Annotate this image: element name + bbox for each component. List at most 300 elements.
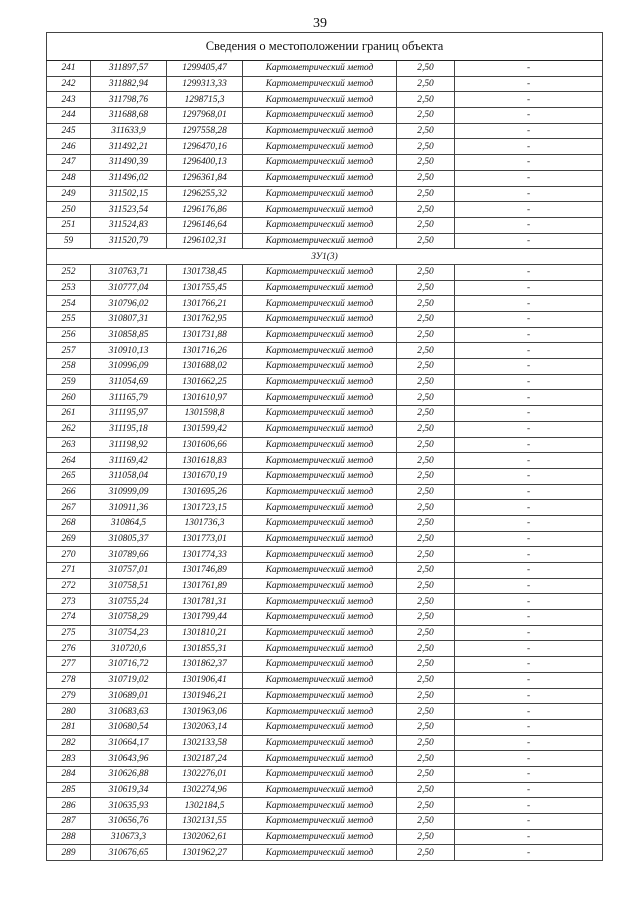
method-cell: Картометрический метод [243, 704, 397, 720]
description-cell: - [455, 170, 603, 186]
description-cell: - [455, 406, 603, 422]
table-row [47, 814, 603, 830]
accuracy-cell: 2,50 [397, 719, 455, 735]
description-cell: - [455, 594, 603, 610]
method-cell: Картометрический метод [243, 343, 397, 359]
y-coordinate-cell: 1301774,33 [167, 547, 243, 563]
y-coordinate-cell: 1301906,41 [167, 672, 243, 688]
table-row [47, 61, 603, 77]
point-number-cell: 242 [47, 76, 91, 92]
table-row [47, 641, 603, 657]
point-number-cell: 243 [47, 92, 91, 108]
point-number-cell: 277 [47, 657, 91, 673]
x-coordinate-cell: 311502,15 [91, 186, 167, 202]
accuracy-cell: 2,50 [397, 563, 455, 579]
table-row [47, 296, 603, 312]
x-coordinate-cell: 310719,02 [91, 672, 167, 688]
accuracy-cell: 2,50 [397, 515, 455, 531]
table-row [47, 468, 603, 484]
table-row [47, 359, 603, 375]
accuracy-cell: 2,50 [397, 359, 455, 375]
y-coordinate-cell: 1301746,89 [167, 563, 243, 579]
y-coordinate-cell: 1297558,28 [167, 123, 243, 139]
method-cell: Картометрический метод [243, 594, 397, 610]
description-cell: - [455, 327, 603, 343]
x-coordinate-cell: 311195,97 [91, 406, 167, 422]
accuracy-cell: 2,50 [397, 814, 455, 830]
table-row [47, 186, 603, 202]
accuracy-cell: 2,50 [397, 296, 455, 312]
accuracy-cell: 2,50 [397, 108, 455, 124]
description-cell: - [455, 531, 603, 547]
description-cell: - [455, 186, 603, 202]
method-cell: Картометрический метод [243, 515, 397, 531]
method-cell: Картометрический метод [243, 123, 397, 139]
x-coordinate-cell: 310789,66 [91, 547, 167, 563]
accuracy-cell: 2,50 [397, 390, 455, 406]
x-coordinate-cell: 311165,79 [91, 390, 167, 406]
y-coordinate-cell: 1301598,8 [167, 406, 243, 422]
method-cell: Картометрический метод [243, 688, 397, 704]
x-coordinate-cell: 311882,94 [91, 76, 167, 92]
description-cell: - [455, 672, 603, 688]
section-row [47, 249, 603, 265]
x-coordinate-cell: 311523,54 [91, 202, 167, 218]
table-row [47, 390, 603, 406]
description-cell: - [455, 61, 603, 77]
point-number-cell: 253 [47, 280, 91, 296]
method-cell: Картометрический метод [243, 453, 397, 469]
table-row [47, 484, 603, 500]
method-cell: Картометрический метод [243, 625, 397, 641]
point-number-cell: 265 [47, 468, 91, 484]
point-number-cell: 270 [47, 547, 91, 563]
x-coordinate-cell: 310999,09 [91, 484, 167, 500]
table-row [47, 563, 603, 579]
x-coordinate-cell: 310720,6 [91, 641, 167, 657]
table-row [47, 233, 603, 249]
description-cell: - [455, 500, 603, 516]
method-cell: Картометрический метод [243, 531, 397, 547]
method-cell: Картометрический метод [243, 845, 397, 861]
y-coordinate-cell: 1301762,95 [167, 312, 243, 328]
y-coordinate-cell: 1301610,97 [167, 390, 243, 406]
x-coordinate-cell: 311198,92 [91, 437, 167, 453]
accuracy-cell: 2,50 [397, 343, 455, 359]
point-number-cell: 248 [47, 170, 91, 186]
point-number-cell: 289 [47, 845, 91, 861]
x-coordinate-cell: 310683,63 [91, 704, 167, 720]
point-number-cell: 251 [47, 217, 91, 233]
y-coordinate-cell: 1302062,61 [167, 829, 243, 845]
description-cell: - [455, 563, 603, 579]
x-coordinate-cell: 310716,72 [91, 657, 167, 673]
accuracy-cell: 2,50 [397, 123, 455, 139]
accuracy-cell: 2,50 [397, 657, 455, 673]
x-coordinate-cell: 310656,76 [91, 814, 167, 830]
table-row [47, 594, 603, 610]
point-number-cell: 272 [47, 578, 91, 594]
y-coordinate-cell: 1296400,13 [167, 155, 243, 171]
description-cell: - [455, 155, 603, 171]
y-coordinate-cell: 1301695,26 [167, 484, 243, 500]
accuracy-cell: 2,50 [397, 578, 455, 594]
method-cell: Картометрический метод [243, 359, 397, 375]
y-coordinate-cell: 1301773,01 [167, 531, 243, 547]
method-cell: Картометрический метод [243, 657, 397, 673]
x-coordinate-cell: 310796,02 [91, 296, 167, 312]
y-coordinate-cell: 1299313,33 [167, 76, 243, 92]
method-cell: Картометрический метод [243, 798, 397, 814]
table-row [47, 76, 603, 92]
method-cell: Картометрический метод [243, 484, 397, 500]
method-cell: Картометрический метод [243, 296, 397, 312]
accuracy-cell: 2,50 [397, 374, 455, 390]
table-row [47, 782, 603, 798]
x-coordinate-cell: 310910,13 [91, 343, 167, 359]
x-coordinate-cell: 311058,04 [91, 468, 167, 484]
point-number-cell: 278 [47, 672, 91, 688]
y-coordinate-cell: 1301766,21 [167, 296, 243, 312]
point-number-cell: 284 [47, 766, 91, 782]
description-cell: - [455, 139, 603, 155]
point-number-cell: 267 [47, 500, 91, 516]
accuracy-cell: 2,50 [397, 170, 455, 186]
y-coordinate-cell: 1301855,31 [167, 641, 243, 657]
table-row [47, 515, 603, 531]
method-cell: Картометрический метод [243, 264, 397, 280]
section-label: ЗУ1(3) [47, 249, 603, 265]
point-number-cell: 269 [47, 531, 91, 547]
y-coordinate-cell: 1301736,3 [167, 515, 243, 531]
y-coordinate-cell: 1296470,16 [167, 139, 243, 155]
description-cell: - [455, 782, 603, 798]
method-cell: Картометрический метод [243, 782, 397, 798]
table-row [47, 123, 603, 139]
method-cell: Картометрический метод [243, 578, 397, 594]
method-cell: Картометрический метод [243, 170, 397, 186]
point-number-cell: 283 [47, 751, 91, 767]
boundary-coordinates-table [46, 32, 603, 861]
method-cell: Картометрический метод [243, 500, 397, 516]
accuracy-cell: 2,50 [397, 829, 455, 845]
method-cell: Картометрический метод [243, 312, 397, 328]
y-coordinate-cell: 1301723,15 [167, 500, 243, 516]
point-number-cell: 268 [47, 515, 91, 531]
method-cell: Картометрический метод [243, 829, 397, 845]
x-coordinate-cell: 310996,09 [91, 359, 167, 375]
table-row [47, 766, 603, 782]
x-coordinate-cell: 310777,04 [91, 280, 167, 296]
x-coordinate-cell: 310643,96 [91, 751, 167, 767]
point-number-cell: 279 [47, 688, 91, 704]
description-cell: - [455, 92, 603, 108]
accuracy-cell: 2,50 [397, 610, 455, 626]
description-cell: - [455, 108, 603, 124]
accuracy-cell: 2,50 [397, 202, 455, 218]
table-row [47, 657, 603, 673]
table-title-row [47, 33, 603, 61]
table-row [47, 829, 603, 845]
description-cell: - [455, 76, 603, 92]
x-coordinate-cell: 311496,02 [91, 170, 167, 186]
x-coordinate-cell: 310673,3 [91, 829, 167, 845]
x-coordinate-cell: 310664,17 [91, 735, 167, 751]
point-number-cell: 264 [47, 453, 91, 469]
accuracy-cell: 2,50 [397, 406, 455, 422]
table-row [47, 688, 603, 704]
accuracy-cell: 2,50 [397, 264, 455, 280]
method-cell: Картометрический метод [243, 108, 397, 124]
description-cell: - [455, 264, 603, 280]
table-row [47, 578, 603, 594]
point-number-cell: 246 [47, 139, 91, 155]
method-cell: Картометрический метод [243, 547, 397, 563]
description-cell: - [455, 437, 603, 453]
y-coordinate-cell: 1301662,25 [167, 374, 243, 390]
x-coordinate-cell: 311633,9 [91, 123, 167, 139]
method-cell: Картометрический метод [243, 233, 397, 249]
description-cell: - [455, 453, 603, 469]
table-body [47, 33, 603, 861]
y-coordinate-cell: 1301862,37 [167, 657, 243, 673]
accuracy-cell: 2,50 [397, 437, 455, 453]
y-coordinate-cell: 1302063,14 [167, 719, 243, 735]
point-number-cell: 263 [47, 437, 91, 453]
description-cell: - [455, 704, 603, 720]
x-coordinate-cell: 310757,01 [91, 563, 167, 579]
table-row [47, 437, 603, 453]
accuracy-cell: 2,50 [397, 76, 455, 92]
accuracy-cell: 2,50 [397, 421, 455, 437]
x-coordinate-cell: 310689,01 [91, 688, 167, 704]
y-coordinate-cell: 1301755,45 [167, 280, 243, 296]
y-coordinate-cell: 1298715,3 [167, 92, 243, 108]
description-cell: - [455, 312, 603, 328]
accuracy-cell: 2,50 [397, 672, 455, 688]
point-number-cell: 288 [47, 829, 91, 845]
accuracy-cell: 2,50 [397, 312, 455, 328]
y-coordinate-cell: 1302133,58 [167, 735, 243, 751]
method-cell: Картометрический метод [243, 751, 397, 767]
description-cell: - [455, 641, 603, 657]
accuracy-cell: 2,50 [397, 139, 455, 155]
x-coordinate-cell: 311524,83 [91, 217, 167, 233]
description-cell: - [455, 625, 603, 641]
accuracy-cell: 2,50 [397, 688, 455, 704]
description-cell: - [455, 688, 603, 704]
table-row [47, 610, 603, 626]
accuracy-cell: 2,50 [397, 61, 455, 77]
accuracy-cell: 2,50 [397, 641, 455, 657]
method-cell: Картометрический метод [243, 139, 397, 155]
table-row [47, 312, 603, 328]
x-coordinate-cell: 310805,37 [91, 531, 167, 547]
x-coordinate-cell: 311688,68 [91, 108, 167, 124]
description-cell: - [455, 719, 603, 735]
description-cell: - [455, 610, 603, 626]
table-row [47, 500, 603, 516]
y-coordinate-cell: 1301688,02 [167, 359, 243, 375]
description-cell: - [455, 657, 603, 673]
point-number-cell: 249 [47, 186, 91, 202]
table-row [47, 280, 603, 296]
description-cell: - [455, 421, 603, 437]
y-coordinate-cell: 1302184,5 [167, 798, 243, 814]
point-number-cell: 281 [47, 719, 91, 735]
point-number-cell: 245 [47, 123, 91, 139]
method-cell: Картометрический метод [243, 719, 397, 735]
table-row [47, 625, 603, 641]
accuracy-cell: 2,50 [397, 233, 455, 249]
y-coordinate-cell: 1302131,55 [167, 814, 243, 830]
point-number-cell: 255 [47, 312, 91, 328]
x-coordinate-cell: 310626,88 [91, 766, 167, 782]
description-cell: - [455, 845, 603, 861]
table-row [47, 751, 603, 767]
method-cell: Картометрический метод [243, 61, 397, 77]
description-cell: - [455, 390, 603, 406]
y-coordinate-cell: 1301963,06 [167, 704, 243, 720]
table-row [47, 798, 603, 814]
method-cell: Картометрический метод [243, 202, 397, 218]
description-cell: - [455, 751, 603, 767]
point-number-cell: 247 [47, 155, 91, 171]
table-row [47, 719, 603, 735]
accuracy-cell: 2,50 [397, 531, 455, 547]
x-coordinate-cell: 310864,5 [91, 515, 167, 531]
point-number-cell: 286 [47, 798, 91, 814]
x-coordinate-cell: 310758,29 [91, 610, 167, 626]
x-coordinate-cell: 311798,76 [91, 92, 167, 108]
accuracy-cell: 2,50 [397, 280, 455, 296]
y-coordinate-cell: 1302274,96 [167, 782, 243, 798]
description-cell: - [455, 766, 603, 782]
boundary-table-container [46, 32, 602, 861]
table-row [47, 202, 603, 218]
accuracy-cell: 2,50 [397, 468, 455, 484]
point-number-cell: 258 [47, 359, 91, 375]
point-number-cell: 241 [47, 61, 91, 77]
method-cell: Картометрический метод [243, 610, 397, 626]
point-number-cell: 274 [47, 610, 91, 626]
point-number-cell: 271 [47, 563, 91, 579]
table-title: Сведения о местоположении границ объекта [47, 33, 603, 61]
accuracy-cell: 2,50 [397, 594, 455, 610]
method-cell: Картометрический метод [243, 390, 397, 406]
accuracy-cell: 2,50 [397, 625, 455, 641]
point-number-cell: 287 [47, 814, 91, 830]
y-coordinate-cell: 1296102,31 [167, 233, 243, 249]
point-number-cell: 250 [47, 202, 91, 218]
table-row [47, 264, 603, 280]
method-cell: Картометрический метод [243, 641, 397, 657]
y-coordinate-cell: 1301670,19 [167, 468, 243, 484]
accuracy-cell: 2,50 [397, 735, 455, 751]
y-coordinate-cell: 1299405,47 [167, 61, 243, 77]
x-coordinate-cell: 311492,21 [91, 139, 167, 155]
accuracy-cell: 2,50 [397, 782, 455, 798]
table-row [47, 672, 603, 688]
description-cell: - [455, 233, 603, 249]
page-number: 39 [313, 16, 327, 31]
point-number-cell: 59 [47, 233, 91, 249]
y-coordinate-cell: 1301761,89 [167, 578, 243, 594]
x-coordinate-cell: 310911,36 [91, 500, 167, 516]
method-cell: Картометрический метод [243, 327, 397, 343]
accuracy-cell: 2,50 [397, 186, 455, 202]
x-coordinate-cell: 310676,65 [91, 845, 167, 861]
x-coordinate-cell: 311520,79 [91, 233, 167, 249]
x-coordinate-cell: 310763,71 [91, 264, 167, 280]
method-cell: Картометрический метод [243, 186, 397, 202]
x-coordinate-cell: 310807,31 [91, 312, 167, 328]
table-row [47, 547, 603, 563]
accuracy-cell: 2,50 [397, 547, 455, 563]
point-number-cell: 260 [47, 390, 91, 406]
y-coordinate-cell: 1301599,42 [167, 421, 243, 437]
point-number-cell: 266 [47, 484, 91, 500]
method-cell: Картометрический метод [243, 406, 397, 422]
description-cell: - [455, 829, 603, 845]
description-cell: - [455, 798, 603, 814]
table-row [47, 108, 603, 124]
table-row [47, 327, 603, 343]
table-row [47, 421, 603, 437]
point-number-cell: 285 [47, 782, 91, 798]
point-number-cell: 262 [47, 421, 91, 437]
x-coordinate-cell: 311054,69 [91, 374, 167, 390]
description-cell: - [455, 217, 603, 233]
accuracy-cell: 2,50 [397, 155, 455, 171]
y-coordinate-cell: 1301731,88 [167, 327, 243, 343]
x-coordinate-cell: 310758,51 [91, 578, 167, 594]
point-number-cell: 280 [47, 704, 91, 720]
y-coordinate-cell: 1296361,84 [167, 170, 243, 186]
method-cell: Картометрический метод [243, 374, 397, 390]
accuracy-cell: 2,50 [397, 766, 455, 782]
accuracy-cell: 2,50 [397, 453, 455, 469]
method-cell: Картометрический метод [243, 672, 397, 688]
table-row [47, 155, 603, 171]
table-row [47, 139, 603, 155]
accuracy-cell: 2,50 [397, 484, 455, 500]
y-coordinate-cell: 1302187,24 [167, 751, 243, 767]
y-coordinate-cell: 1296176,86 [167, 202, 243, 218]
x-coordinate-cell: 310754,23 [91, 625, 167, 641]
y-coordinate-cell: 1302276,01 [167, 766, 243, 782]
method-cell: Картометрический метод [243, 155, 397, 171]
description-cell: - [455, 515, 603, 531]
description-cell: - [455, 343, 603, 359]
point-number-cell: 275 [47, 625, 91, 641]
y-coordinate-cell: 1296146,64 [167, 217, 243, 233]
table-row [47, 217, 603, 233]
point-number-cell: 259 [47, 374, 91, 390]
description-cell: - [455, 578, 603, 594]
point-number-cell: 256 [47, 327, 91, 343]
y-coordinate-cell: 1301781,31 [167, 594, 243, 610]
accuracy-cell: 2,50 [397, 704, 455, 720]
y-coordinate-cell: 1301946,21 [167, 688, 243, 704]
method-cell: Картометрический метод [243, 280, 397, 296]
table-row [47, 406, 603, 422]
table-row [47, 735, 603, 751]
description-cell: - [455, 280, 603, 296]
accuracy-cell: 2,50 [397, 327, 455, 343]
point-number-cell: 273 [47, 594, 91, 610]
table-row [47, 374, 603, 390]
